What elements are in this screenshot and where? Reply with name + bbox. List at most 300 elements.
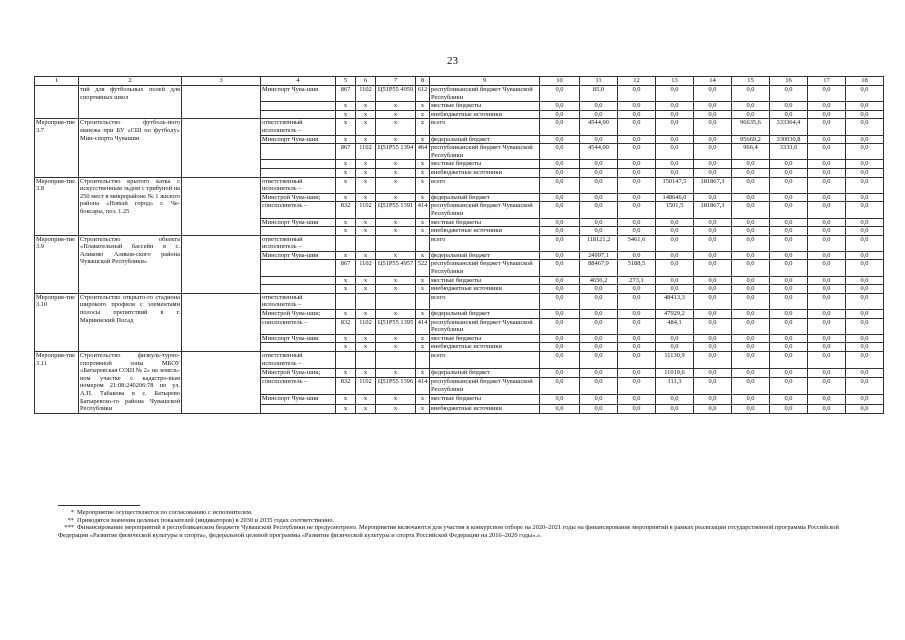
budget-code-cell: x bbox=[416, 404, 430, 413]
budget-table bbox=[34, 76, 884, 414]
budget-code-cell: 832 bbox=[336, 318, 356, 334]
event-name-cell: Строительство крытого катка с искусственным льдом с трибуной на 250 мест в микрорайоне № 1 жилого района «Новый город» г. Че-боксары, поз. 1.25 bbox=[79, 177, 182, 235]
amount-cell: 0,0 bbox=[732, 378, 770, 395]
amount-cell: 0,0 bbox=[808, 227, 846, 236]
amount-cell: 0,0 bbox=[808, 293, 846, 309]
amount-cell: 0,0 bbox=[732, 369, 770, 378]
funding-source-cell: федеральный бюджет bbox=[430, 310, 540, 319]
funding-source-cell: всего bbox=[430, 235, 540, 251]
funding-source-cell: республиканский бюджет Чувашской Республики bbox=[430, 202, 540, 218]
amount-cell: 0,0 bbox=[732, 218, 770, 227]
budget-code-cell bbox=[356, 235, 376, 251]
budget-code-cell: x bbox=[356, 193, 376, 202]
event-code-cell: Мероприя-тие 3.10 bbox=[35, 293, 79, 351]
budget-code-cell: 464 bbox=[416, 144, 430, 160]
budget-code-cell: x bbox=[416, 343, 430, 352]
funding-source-cell: внебюджетные источники bbox=[430, 404, 540, 413]
amount-cell: 0,0 bbox=[732, 310, 770, 319]
column-number-cell: 16 bbox=[770, 77, 808, 86]
budget-code-cell: x bbox=[336, 168, 356, 177]
funding-source-cell: внебюджетные источники bbox=[430, 227, 540, 236]
funding-source-cell: федеральный бюджет bbox=[430, 369, 540, 378]
column-number-cell: 11 bbox=[580, 77, 618, 86]
amount-cell: 0,0 bbox=[808, 168, 846, 177]
executor-cell: Минспорт Чува-шии bbox=[261, 86, 336, 102]
budget-code-cell: x bbox=[376, 276, 416, 285]
budget-code-cell: x bbox=[336, 160, 356, 169]
amount-cell: 0,0 bbox=[846, 110, 884, 119]
funding-source-cell: местные бюджеты bbox=[430, 334, 540, 343]
budget-code-cell: x bbox=[416, 193, 430, 202]
amount-cell: 0,0 bbox=[770, 285, 808, 294]
amount-cell: 0,0 bbox=[846, 369, 884, 378]
amount-cell: 5461,6 bbox=[618, 235, 656, 251]
amount-cell: 0,0 bbox=[770, 202, 808, 218]
amount-cell: 0,0 bbox=[618, 110, 656, 119]
budget-code-cell: x bbox=[376, 193, 416, 202]
amount-cell: 0,0 bbox=[808, 102, 846, 111]
budget-code-cell: x bbox=[356, 369, 376, 378]
budget-code-cell: Ц51Р55 4959 bbox=[376, 86, 416, 102]
amount-cell: 0,0 bbox=[770, 293, 808, 309]
table-row bbox=[35, 119, 884, 135]
amount-cell: 0,0 bbox=[540, 144, 580, 160]
budget-code-cell: x bbox=[416, 110, 430, 119]
budget-code-cell: 1102 bbox=[356, 86, 376, 102]
amount-cell: 111,3 bbox=[656, 378, 694, 395]
amount-cell: 0,0 bbox=[732, 160, 770, 169]
budget-code-cell: x bbox=[336, 135, 356, 144]
amount-cell: 0,0 bbox=[618, 334, 656, 343]
amount-cell: 0,0 bbox=[846, 202, 884, 218]
event-name-cell: Строительство физкуль-турно-спортивной зоны МБОУ «Батыревская СОШ № 2» на земель-ном участке с кадастро-вым номером 21:08:240206:78 по ул. А.П. Табакова в с. Батырево Батыревско-го района Чувашской Республики bbox=[80, 352, 180, 413]
amount-cell: 0,0 bbox=[580, 352, 618, 369]
event-code-cell: Мероприя-тие 3.9 bbox=[35, 235, 79, 293]
amount-cell: 0,0 bbox=[656, 227, 694, 236]
funding-source-cell: местные бюджеты bbox=[430, 102, 540, 111]
amount-cell: 0,0 bbox=[694, 378, 732, 395]
amount-cell: 0,0 bbox=[808, 343, 846, 352]
amount-cell: 0,0 bbox=[846, 235, 884, 251]
amount-cell: 0,0 bbox=[732, 404, 770, 413]
amount-cell: 0,0 bbox=[618, 193, 656, 202]
amount-cell: 11130,9 bbox=[656, 352, 694, 369]
amount-cell: 0,0 bbox=[580, 369, 618, 378]
budget-code-cell: Ц51Р55 1395 bbox=[376, 318, 416, 334]
budget-code-cell: x bbox=[376, 218, 416, 227]
budget-code-cell: x bbox=[416, 369, 430, 378]
amount-cell: 0,0 bbox=[540, 285, 580, 294]
amount-cell: 484,1 bbox=[656, 318, 694, 334]
amount-cell: 0,0 bbox=[694, 343, 732, 352]
budget-code-cell: x bbox=[336, 285, 356, 294]
executor-cell: соисполнитель – bbox=[261, 202, 336, 218]
amount-cell: 0,0 bbox=[540, 293, 580, 309]
budget-code-cell: x bbox=[356, 395, 376, 404]
funding-source-cell: внебюджетные источники bbox=[430, 168, 540, 177]
amount-cell: 0,0 bbox=[732, 168, 770, 177]
amount-cell: 0,0 bbox=[846, 293, 884, 309]
budget-code-cell: Ц51Р55 1394 bbox=[376, 144, 416, 160]
budget-code-cell: 414 bbox=[416, 202, 430, 218]
amount-cell: 0,0 bbox=[694, 285, 732, 294]
amount-cell: 0,0 bbox=[580, 285, 618, 294]
budget-code-cell: x bbox=[416, 135, 430, 144]
amount-cell: 0,0 bbox=[540, 334, 580, 343]
target-indicator-cell bbox=[182, 86, 261, 119]
target-indicator-cell bbox=[182, 235, 261, 293]
amount-cell: 330030,8 bbox=[770, 135, 808, 144]
amount-cell: 0,0 bbox=[732, 395, 770, 404]
budget-code-cell bbox=[376, 352, 416, 369]
amount-cell: 0,0 bbox=[580, 102, 618, 111]
column-number-row bbox=[35, 77, 884, 86]
amount-cell: 0,0 bbox=[694, 334, 732, 343]
amount-cell: 4656,2 bbox=[580, 276, 618, 285]
funding-source-cell: всего bbox=[430, 177, 540, 193]
amount-cell: 0,0 bbox=[656, 160, 694, 169]
amount-cell: 0,0 bbox=[808, 218, 846, 227]
amount-cell: 0,0 bbox=[846, 168, 884, 177]
funding-source-cell: федеральный бюджет bbox=[430, 135, 540, 144]
amount-cell: 0,0 bbox=[808, 202, 846, 218]
amount-cell: 0,0 bbox=[694, 369, 732, 378]
amount-cell: 0,0 bbox=[770, 334, 808, 343]
amount-cell: 0,0 bbox=[732, 102, 770, 111]
amount-cell: 150147,5 bbox=[656, 177, 694, 193]
amount-cell: 0,0 bbox=[540, 352, 580, 369]
amount-cell: 0,0 bbox=[808, 160, 846, 169]
target-indicator-cell bbox=[182, 293, 261, 351]
executor-cell bbox=[261, 260, 336, 276]
amount-cell: 0,0 bbox=[808, 177, 846, 193]
amount-cell: 0,0 bbox=[694, 235, 732, 251]
amount-cell: 0,0 bbox=[732, 235, 770, 251]
amount-cell: 0,0 bbox=[808, 285, 846, 294]
amount-cell: 95669,2 bbox=[732, 135, 770, 144]
amount-cell: 0,0 bbox=[656, 110, 694, 119]
amount-cell: 0,0 bbox=[618, 102, 656, 111]
budget-code-cell: x bbox=[416, 168, 430, 177]
amount-cell: 0,0 bbox=[846, 135, 884, 144]
budget-code-cell: x bbox=[376, 168, 416, 177]
column-number-cell: 2 bbox=[79, 77, 182, 86]
executor-cell: Минстрой Чува-шии; bbox=[261, 193, 336, 202]
budget-code-cell: 612 bbox=[416, 86, 430, 102]
amount-cell: 0,0 bbox=[618, 395, 656, 404]
amount-cell: 0,0 bbox=[770, 102, 808, 111]
amount-cell: 0,0 bbox=[732, 285, 770, 294]
amount-cell: 0,0 bbox=[808, 352, 846, 369]
budget-code-cell: 1102 bbox=[356, 318, 376, 334]
amount-cell: 0,0 bbox=[694, 293, 732, 309]
amount-cell: 4544,00 bbox=[580, 144, 618, 160]
amount-cell: 0,0 bbox=[580, 160, 618, 169]
footnote-mark: * bbox=[70, 509, 74, 516]
amount-cell: 0,0 bbox=[808, 369, 846, 378]
budget-code-cell: x bbox=[356, 177, 376, 193]
budget-code-cell: x bbox=[416, 251, 430, 260]
column-number-cell: 1 bbox=[35, 77, 79, 86]
amount-cell: 0,0 bbox=[580, 310, 618, 319]
amount-cell: 0,0 bbox=[770, 352, 808, 369]
budget-code-cell bbox=[336, 235, 356, 251]
amount-cell: 0,0 bbox=[846, 177, 884, 193]
amount-cell: 1501,5 bbox=[656, 202, 694, 218]
amount-cell: 0,0 bbox=[770, 110, 808, 119]
amount-cell: 0,0 bbox=[694, 260, 732, 276]
column-number-cell: 3 bbox=[182, 77, 261, 86]
amount-cell: 0,0 bbox=[656, 276, 694, 285]
amount-cell: 0,0 bbox=[540, 260, 580, 276]
table-row bbox=[35, 235, 884, 251]
executor-cell: ответственный исполнитель – bbox=[261, 293, 336, 309]
amount-cell: 0,0 bbox=[732, 352, 770, 369]
funding-source-cell: федеральный бюджет bbox=[430, 193, 540, 202]
funding-source-cell: республиканский бюджет Чувашской Республики bbox=[430, 144, 540, 160]
amount-cell: 0,0 bbox=[618, 318, 656, 334]
amount-cell: 0,0 bbox=[618, 343, 656, 352]
amount-cell: 0,0 bbox=[694, 102, 732, 111]
amount-cell: 0,0 bbox=[732, 193, 770, 202]
amount-cell: 0,0 bbox=[540, 395, 580, 404]
amount-cell: 0,0 bbox=[808, 260, 846, 276]
amount-cell: 0,0 bbox=[540, 276, 580, 285]
amount-cell: 0,0 bbox=[770, 168, 808, 177]
amount-cell: 0,0 bbox=[770, 227, 808, 236]
amount-cell: 0,0 bbox=[808, 119, 846, 135]
amount-cell: 0,0 bbox=[540, 86, 580, 102]
footnote-text: Мероприятие осуществляется по согласованию с исполнителем. bbox=[77, 509, 253, 516]
budget-code-cell: x bbox=[416, 160, 430, 169]
budget-code-cell: x bbox=[336, 102, 356, 111]
amount-cell: 0,0 bbox=[580, 318, 618, 334]
amount-cell: 0,0 bbox=[656, 343, 694, 352]
event-code-cell bbox=[35, 86, 79, 119]
executor-cell bbox=[261, 144, 336, 160]
funding-source-cell: республиканский бюджет Чувашской Республики bbox=[430, 378, 540, 395]
amount-cell: 0,0 bbox=[618, 251, 656, 260]
budget-code-cell: x bbox=[376, 395, 416, 404]
funding-source-cell: внебюджетные источники bbox=[430, 343, 540, 352]
budget-code-cell: x bbox=[376, 310, 416, 319]
amount-cell: 0,0 bbox=[540, 202, 580, 218]
amount-cell: 0,0 bbox=[694, 318, 732, 334]
amount-cell: 0,0 bbox=[846, 343, 884, 352]
amount-cell: 0,0 bbox=[732, 251, 770, 260]
amount-cell: 0,0 bbox=[770, 218, 808, 227]
amount-cell: 5188,5 bbox=[618, 260, 656, 276]
budget-code-cell: x bbox=[336, 334, 356, 343]
executor-cell: Минстрой Чува-шии; bbox=[261, 310, 336, 319]
budget-code-cell: 832 bbox=[336, 202, 356, 218]
amount-cell: 0,0 bbox=[618, 369, 656, 378]
amount-cell: 0,0 bbox=[694, 168, 732, 177]
amount-cell: 0,0 bbox=[808, 310, 846, 319]
amount-cell: 4544,00 bbox=[580, 119, 618, 135]
amount-cell: 88467,9 bbox=[580, 260, 618, 276]
amount-cell: 0,0 bbox=[580, 218, 618, 227]
budget-code-cell bbox=[356, 352, 376, 369]
executor-cell bbox=[261, 160, 336, 169]
amount-cell: 0,0 bbox=[694, 395, 732, 404]
executor-cell: Минспорт Чува-шии bbox=[261, 135, 336, 144]
budget-code-cell: Ц51Р55 4957 bbox=[376, 260, 416, 276]
event-name-cell: тий для футбольных полей для спортивных школ bbox=[79, 86, 182, 119]
amount-cell: 0,0 bbox=[618, 293, 656, 309]
executor-cell: ответственный исполнитель – bbox=[261, 352, 336, 369]
footnote bbox=[58, 524, 848, 539]
amount-cell: 0,0 bbox=[732, 260, 770, 276]
budget-code-cell: 1102 bbox=[356, 144, 376, 160]
budget-code-cell: x bbox=[356, 119, 376, 135]
amount-cell: 0,0 bbox=[770, 251, 808, 260]
amount-cell: 0,0 bbox=[732, 293, 770, 309]
amount-cell: 85,0 bbox=[580, 86, 618, 102]
amount-cell: 0,0 bbox=[580, 334, 618, 343]
budget-code-cell: x bbox=[416, 334, 430, 343]
column-number-cell: 14 bbox=[694, 77, 732, 86]
amount-cell: 0,0 bbox=[540, 404, 580, 413]
amount-cell: 0,0 bbox=[656, 334, 694, 343]
amount-cell: 0,0 bbox=[846, 260, 884, 276]
amount-cell: 0,0 bbox=[808, 235, 846, 251]
executor-cell bbox=[261, 404, 336, 413]
footnote-rule bbox=[58, 505, 140, 506]
amount-cell: 0,0 bbox=[846, 378, 884, 395]
amount-cell: 0,0 bbox=[808, 110, 846, 119]
budget-code-cell: 1102 bbox=[356, 260, 376, 276]
amount-cell: 0,0 bbox=[808, 378, 846, 395]
amount-cell: 0,0 bbox=[540, 102, 580, 111]
amount-cell: 181867,3 bbox=[694, 202, 732, 218]
funding-source-cell: местные бюджеты bbox=[430, 160, 540, 169]
amount-cell: 0,0 bbox=[656, 395, 694, 404]
budget-code-cell: x bbox=[356, 168, 376, 177]
amount-cell: 0,0 bbox=[618, 218, 656, 227]
amount-cell: 333364,4 bbox=[770, 119, 808, 135]
amount-cell: 0,0 bbox=[808, 404, 846, 413]
amount-cell: 0,0 bbox=[580, 227, 618, 236]
amount-cell: 0,0 bbox=[846, 227, 884, 236]
budget-code-cell: 867 bbox=[336, 86, 356, 102]
amount-cell: 0,0 bbox=[656, 404, 694, 413]
funding-source-cell: всего bbox=[430, 352, 540, 369]
executor-cell bbox=[261, 276, 336, 285]
amount-cell: 0,0 bbox=[732, 86, 770, 102]
budget-code-cell: x bbox=[376, 160, 416, 169]
amount-cell: 0,0 bbox=[618, 285, 656, 294]
executor-cell: Минспорт Чува-шии bbox=[261, 218, 336, 227]
event-code-cell: Мероприя-тие 3.8 bbox=[35, 177, 79, 235]
executor-cell bbox=[261, 168, 336, 177]
budget-code-cell: x bbox=[356, 227, 376, 236]
budget-code-cell: x bbox=[356, 285, 376, 294]
budget-code-cell: x bbox=[376, 135, 416, 144]
budget-code-cell: x bbox=[336, 177, 356, 193]
budget-code-cell: x bbox=[376, 343, 416, 352]
budget-code-cell: x bbox=[356, 343, 376, 352]
amount-cell: 0,0 bbox=[694, 160, 732, 169]
event-name-cell: Строительство объекта «Плавательный бассейн в с. Аликово Аликов-ского района Чувашской Республики» bbox=[79, 235, 182, 293]
column-number-cell: 4 bbox=[261, 77, 336, 86]
executor-cell: соисполнитель – bbox=[261, 378, 336, 395]
amount-cell: 0,0 bbox=[656, 260, 694, 276]
amount-cell: 0,0 bbox=[770, 395, 808, 404]
amount-cell: 0,0 bbox=[618, 227, 656, 236]
budget-code-cell bbox=[416, 235, 430, 251]
page-number: 23 bbox=[447, 55, 458, 67]
footnote-text: Финансирование мероприятий в республиканском бюджете Чувашской Республики не предусмотрено. Мероприятия включаются для участия в конкурсном отборе на 2020–2021 годы на финансирование мероприятий в рамках реализации государственной программы Российской Федерации «Развитие физической культуры и спорта», федеральной целевой программы «Развитие физической культуры и спорта Российской Федерации на 2016–2020 годы».». bbox=[58, 524, 839, 539]
event-name-cell: Строительство футболь-ного манежа при БУ «СШ по футболу» Мин-спорта Чувашии bbox=[79, 119, 182, 177]
amount-cell: 0,0 bbox=[540, 378, 580, 395]
amount-cell: 0,0 bbox=[618, 168, 656, 177]
budget-code-cell: 832 bbox=[336, 378, 356, 395]
table-row bbox=[35, 86, 884, 102]
amount-cell: 0,0 bbox=[846, 251, 884, 260]
budget-code-cell: x bbox=[336, 227, 356, 236]
budget-code-cell: x bbox=[416, 227, 430, 236]
amount-cell: 0,0 bbox=[618, 378, 656, 395]
column-number-cell: 10 bbox=[540, 77, 580, 86]
amount-cell: 0,0 bbox=[580, 168, 618, 177]
budget-code-cell bbox=[356, 293, 376, 309]
target-indicator-cell bbox=[182, 177, 261, 235]
budget-code-cell: x bbox=[416, 218, 430, 227]
budget-code-cell: 867 bbox=[336, 260, 356, 276]
budget-code-cell bbox=[336, 293, 356, 309]
amount-cell: 0,0 bbox=[808, 144, 846, 160]
amount-cell: 0,0 bbox=[732, 318, 770, 334]
amount-cell: 0,0 bbox=[540, 251, 580, 260]
column-number-cell: 9 bbox=[430, 77, 540, 86]
amount-cell: 0,0 bbox=[656, 168, 694, 177]
funding-source-cell: республиканский бюджет Чувашской Республики bbox=[430, 318, 540, 334]
column-number-cell: 18 bbox=[846, 77, 884, 86]
budget-code-cell: x bbox=[416, 395, 430, 404]
budget-code-cell: x bbox=[336, 369, 356, 378]
budget-code-cell: 414 bbox=[416, 378, 430, 395]
budget-code-cell: x bbox=[416, 276, 430, 285]
amount-cell: 0,0 bbox=[618, 135, 656, 144]
amount-cell: 0,0 bbox=[808, 334, 846, 343]
amount-cell: 0,0 bbox=[846, 86, 884, 102]
amount-cell: 0,0 bbox=[808, 193, 846, 202]
amount-cell: 0,0 bbox=[770, 378, 808, 395]
budget-code-cell: x bbox=[376, 334, 416, 343]
amount-cell: 0,0 bbox=[808, 395, 846, 404]
amount-cell: 0,0 bbox=[580, 378, 618, 395]
amount-cell: 0,0 bbox=[694, 352, 732, 369]
budget-code-cell: x bbox=[336, 251, 356, 260]
executor-cell bbox=[261, 227, 336, 236]
amount-cell: 0,0 bbox=[770, 193, 808, 202]
amount-cell: 0,0 bbox=[846, 218, 884, 227]
budget-code-cell: x bbox=[376, 102, 416, 111]
amount-cell: 0,0 bbox=[694, 110, 732, 119]
amount-cell: 0,0 bbox=[846, 144, 884, 160]
amount-cell: 0,0 bbox=[580, 202, 618, 218]
amount-cell: 24997,1 bbox=[580, 251, 618, 260]
amount-cell: 0,0 bbox=[846, 404, 884, 413]
amount-cell: 0,0 bbox=[770, 343, 808, 352]
budget-code-cell: x bbox=[336, 110, 356, 119]
target-indicator-cell bbox=[182, 119, 261, 177]
executor-cell: Минспорт Чува-шии bbox=[261, 251, 336, 260]
amount-cell: 0,0 bbox=[846, 276, 884, 285]
funding-source-cell: республиканский бюджет Чувашской Республики bbox=[430, 260, 540, 276]
budget-code-cell: x bbox=[356, 218, 376, 227]
